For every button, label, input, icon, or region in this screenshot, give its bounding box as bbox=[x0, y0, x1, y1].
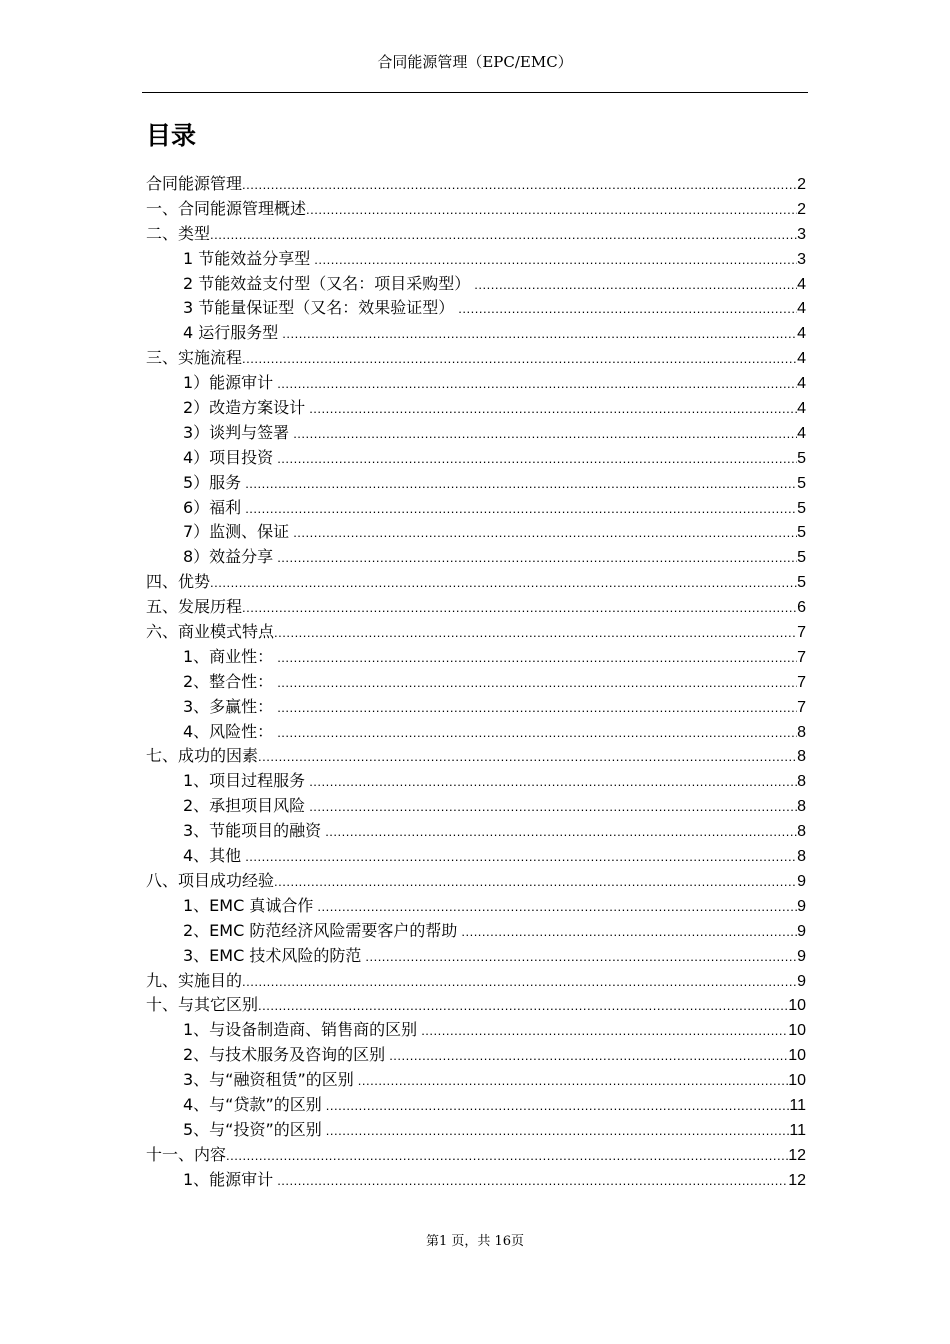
toc-entry-title: 三、实施流程 bbox=[146, 348, 243, 368]
toc-dot-leader bbox=[306, 198, 797, 223]
toc-entry[interactable] bbox=[146, 969, 806, 994]
toc-entry-title: 2、EMC 防范经济风险需要客户的帮助 bbox=[183, 920, 458, 940]
toc-entry-title: 2 节能效益支付型（又名：项目采购型） bbox=[183, 273, 471, 293]
toc-entry[interactable] bbox=[146, 247, 806, 272]
toc-dot-leader bbox=[305, 795, 797, 820]
toc-entry-page-number: 11 bbox=[789, 1121, 806, 1139]
toc-entry-page-number: 4 bbox=[797, 375, 806, 393]
toc-entry-title: 4、与“贷款”的区别 bbox=[183, 1094, 322, 1114]
toc-dot-leader bbox=[242, 970, 797, 995]
toc-dot-leader bbox=[454, 297, 797, 322]
header-divider bbox=[142, 92, 808, 93]
toc-entry-page-number: 8 bbox=[797, 798, 806, 816]
toc-entry-title: 2、整合性： bbox=[183, 671, 274, 691]
toc-entry-page-number: 3 bbox=[797, 250, 806, 268]
toc-entry-title: 1、与设备制造商、销售商的区别 bbox=[183, 1020, 418, 1040]
toc-entry[interactable] bbox=[146, 321, 806, 346]
toc-entry-title: 3、多赢性： bbox=[183, 696, 274, 716]
toc-entry-page-number: 11 bbox=[789, 1096, 806, 1114]
toc-entry[interactable] bbox=[146, 471, 806, 496]
toc-entry[interactable] bbox=[146, 1168, 806, 1193]
toc-entry-title: 6）福利 bbox=[183, 497, 242, 517]
toc-entry[interactable] bbox=[146, 595, 806, 620]
toc-entry-page-number: 3 bbox=[797, 225, 806, 243]
toc-dot-leader bbox=[322, 1094, 790, 1119]
toc-entry[interactable] bbox=[146, 421, 806, 446]
toc-entry[interactable] bbox=[146, 769, 806, 794]
toc-entry-title: 十一、内容 bbox=[146, 1144, 227, 1164]
toc-dot-leader bbox=[273, 447, 797, 472]
toc-entry-page-number: 8 bbox=[797, 723, 806, 741]
toc-entry-title: 1、商业性： bbox=[183, 646, 274, 666]
table-of-contents bbox=[146, 172, 806, 1193]
toc-dot-leader bbox=[310, 248, 797, 273]
toc-entry-title: 合同能源管理 bbox=[146, 174, 243, 193]
toc-dot-leader bbox=[241, 497, 797, 522]
toc-entry-page-number: 4 bbox=[797, 400, 806, 418]
toc-entry-page-number: 7 bbox=[797, 673, 806, 691]
toc-entry-title: 1、EMC 真诚合作 bbox=[183, 895, 314, 915]
toc-dot-leader bbox=[258, 994, 788, 1019]
toc-entry-title: 4、其他 bbox=[183, 846, 242, 866]
toc-entry[interactable] bbox=[146, 272, 806, 297]
toc-entry[interactable] bbox=[146, 520, 806, 545]
toc-entry[interactable] bbox=[146, 670, 806, 695]
toc-entry[interactable] bbox=[146, 446, 806, 471]
toc-dot-leader bbox=[273, 1169, 788, 1194]
toc-entry-page-number: 9 bbox=[797, 897, 806, 915]
toc-entry[interactable] bbox=[146, 570, 806, 595]
toc-entry-page-number: 5 bbox=[797, 549, 806, 567]
toc-entry-title: 2、承担项目风险 bbox=[183, 796, 306, 816]
toc-dot-leader bbox=[361, 945, 797, 970]
toc-entry-title: 八、项目成功经验 bbox=[146, 870, 275, 890]
toc-title: 目录 bbox=[146, 121, 197, 150]
toc-entry-title: 1）能源审计 bbox=[183, 373, 274, 393]
toc-entry[interactable] bbox=[146, 645, 806, 670]
toc-entry-page-number: 4 bbox=[797, 325, 806, 343]
toc-dot-leader bbox=[321, 820, 797, 845]
toc-entry-page-number: 5 bbox=[797, 474, 806, 492]
toc-dot-leader bbox=[273, 721, 797, 746]
toc-entry[interactable] bbox=[146, 371, 806, 396]
toc-dot-leader bbox=[226, 1144, 788, 1169]
toc-entry-page-number: 9 bbox=[797, 972, 806, 990]
toc-entry[interactable] bbox=[146, 1143, 806, 1168]
toc-dot-leader bbox=[274, 870, 797, 895]
toc-entry[interactable] bbox=[146, 396, 806, 421]
toc-dot-leader bbox=[322, 1119, 790, 1144]
toc-entry-title: 4、风险性： bbox=[183, 721, 274, 741]
toc-entry[interactable] bbox=[146, 296, 806, 321]
toc-entry[interactable] bbox=[146, 894, 806, 919]
toc-entry[interactable] bbox=[146, 919, 806, 944]
toc-dot-leader bbox=[242, 596, 797, 621]
toc-entry-page-number: 4 bbox=[797, 275, 806, 293]
toc-entry-page-number: 12 bbox=[788, 1146, 806, 1164]
toc-entry-title: 3、EMC 技术风险的防范 bbox=[183, 945, 362, 965]
toc-entry[interactable] bbox=[146, 1043, 806, 1068]
toc-entry-page-number: 8 bbox=[797, 848, 806, 866]
toc-entry-title: 1 节能效益分享型 bbox=[183, 248, 311, 268]
toc-entry[interactable] bbox=[146, 1068, 806, 1093]
toc-dot-leader bbox=[289, 422, 797, 447]
toc-entry[interactable] bbox=[146, 944, 806, 969]
toc-dot-leader bbox=[278, 322, 797, 347]
toc-entry-title: 5、与“投资”的区别 bbox=[183, 1119, 322, 1139]
toc-entry[interactable] bbox=[146, 496, 806, 521]
toc-entry-title: 十、与其它区别 bbox=[146, 995, 259, 1015]
toc-entry-page-number: 10 bbox=[788, 997, 806, 1015]
toc-entry-title: 5）服务 bbox=[183, 472, 242, 492]
toc-entry-page-number: 4 bbox=[797, 350, 806, 368]
toc-entry-title: 3）谈判与签署 bbox=[183, 422, 290, 442]
toc-entry-title: 2、与技术服务及咨询的区别 bbox=[183, 1045, 386, 1065]
toc-entry-page-number: 5 bbox=[797, 449, 806, 467]
toc-entry[interactable] bbox=[146, 1118, 806, 1143]
toc-entry[interactable] bbox=[146, 794, 806, 819]
toc-entry-page-number: 7 bbox=[797, 648, 806, 666]
toc-entry-page-number: 9 bbox=[797, 872, 806, 890]
toc-entry-page-number: 2 bbox=[797, 176, 806, 193]
toc-entry[interactable] bbox=[146, 720, 806, 745]
toc-dot-leader bbox=[273, 372, 797, 397]
toc-entry-page-number: 7 bbox=[797, 624, 806, 642]
toc-entry-page-number: 10 bbox=[788, 1072, 806, 1090]
toc-entry-title: 1、能源审计 bbox=[183, 1169, 274, 1189]
toc-entry-page-number: 5 bbox=[797, 499, 806, 517]
toc-dot-leader bbox=[273, 671, 797, 696]
toc-entry-page-number: 8 bbox=[797, 823, 806, 841]
toc-entry-title: 8）效益分享 bbox=[183, 547, 274, 567]
page-number-label: 第1 页，共 16页 bbox=[425, 1234, 525, 1249]
toc-dot-leader bbox=[289, 521, 797, 546]
toc-entry-page-number: 6 bbox=[797, 599, 806, 617]
toc-entry[interactable] bbox=[146, 819, 806, 844]
toc-dot-leader bbox=[417, 1019, 788, 1044]
toc-dot-leader bbox=[241, 845, 797, 870]
toc-entry-title: 1、项目过程服务 bbox=[183, 771, 306, 791]
toc-entry-title: 一、合同能源管理概述 bbox=[146, 198, 307, 218]
toc-entry-page-number: 5 bbox=[797, 524, 806, 542]
toc-entry-page-number: 8 bbox=[797, 748, 806, 766]
toc-dot-leader bbox=[313, 895, 797, 920]
toc-dot-leader bbox=[470, 273, 797, 298]
toc-entry-title: 3、与“融资租赁”的区别 bbox=[183, 1070, 354, 1090]
toc-entry[interactable] bbox=[146, 993, 806, 1018]
toc-entry-title: 3、节能项目的融资 bbox=[183, 821, 322, 841]
toc-entry-page-number: 9 bbox=[797, 922, 806, 940]
toc-dot-leader bbox=[242, 173, 797, 198]
toc-entry[interactable] bbox=[146, 545, 806, 570]
toc-entry[interactable] bbox=[146, 744, 806, 769]
toc-entry-page-number: 7 bbox=[797, 698, 806, 716]
toc-dot-leader bbox=[210, 223, 797, 248]
toc-dot-leader bbox=[242, 347, 797, 372]
toc-entry[interactable] bbox=[146, 620, 806, 645]
toc-dot-leader bbox=[354, 1069, 788, 1094]
toc-entry-title: 4）项目投资 bbox=[183, 447, 274, 467]
toc-dot-leader bbox=[305, 770, 797, 795]
toc-entry[interactable] bbox=[146, 222, 806, 247]
toc-entry[interactable] bbox=[146, 1018, 806, 1043]
toc-entry[interactable] bbox=[146, 695, 806, 720]
toc-entry-title: 3 节能量保证型（又名：效果验证型） bbox=[183, 298, 455, 318]
toc-entry-title: 九、实施目的 bbox=[146, 970, 243, 990]
toc-entry-title: 四、优势 bbox=[146, 572, 211, 592]
toc-dot-leader bbox=[273, 646, 797, 671]
toc-entry[interactable] bbox=[146, 1093, 806, 1118]
toc-entry[interactable] bbox=[146, 172, 806, 197]
toc-entry-title: 七、成功的因素 bbox=[146, 746, 259, 766]
toc-dot-leader bbox=[274, 621, 797, 646]
toc-dot-leader bbox=[305, 397, 797, 422]
toc-entry-title: 二、类型 bbox=[146, 223, 211, 243]
toc-entry-page-number: 10 bbox=[788, 1022, 806, 1040]
page-footer bbox=[0, 1233, 950, 1251]
toc-entry-page-number: 2 bbox=[797, 200, 806, 218]
toc-entry-page-number: 4 bbox=[797, 300, 806, 318]
toc-entry-title: 六、商业模式特点 bbox=[146, 622, 275, 642]
toc-dot-leader bbox=[385, 1044, 788, 1069]
toc-entry[interactable] bbox=[146, 844, 806, 869]
toc-dot-leader bbox=[273, 546, 797, 571]
header-title: 合同能源管理（EPC/EMC） bbox=[377, 53, 573, 71]
toc-entry-title: 五、发展历程 bbox=[146, 597, 243, 617]
toc-entry-title: 2）改造方案设计 bbox=[183, 398, 306, 418]
toc-dot-leader bbox=[258, 745, 797, 770]
toc-entry-page-number: 9 bbox=[797, 947, 806, 965]
toc-entry-page-number: 8 bbox=[797, 773, 806, 791]
toc-entry-title: 7）监测、保证 bbox=[183, 522, 290, 542]
toc-entry-page-number: 12 bbox=[788, 1171, 806, 1189]
toc-entry-title: 4 运行服务型 bbox=[183, 323, 279, 343]
toc-dot-leader bbox=[241, 472, 797, 497]
toc-entry[interactable] bbox=[146, 869, 806, 894]
toc-dot-leader bbox=[210, 571, 797, 596]
toc-dot-leader bbox=[457, 920, 797, 945]
toc-entry-page-number: 10 bbox=[788, 1047, 806, 1065]
toc-entry[interactable] bbox=[146, 197, 806, 222]
page-header bbox=[0, 52, 950, 72]
toc-entry-page-number: 5 bbox=[797, 574, 806, 592]
toc-dot-leader bbox=[273, 696, 797, 721]
toc-entry[interactable] bbox=[146, 346, 806, 371]
toc-entry-page-number: 4 bbox=[797, 424, 806, 442]
